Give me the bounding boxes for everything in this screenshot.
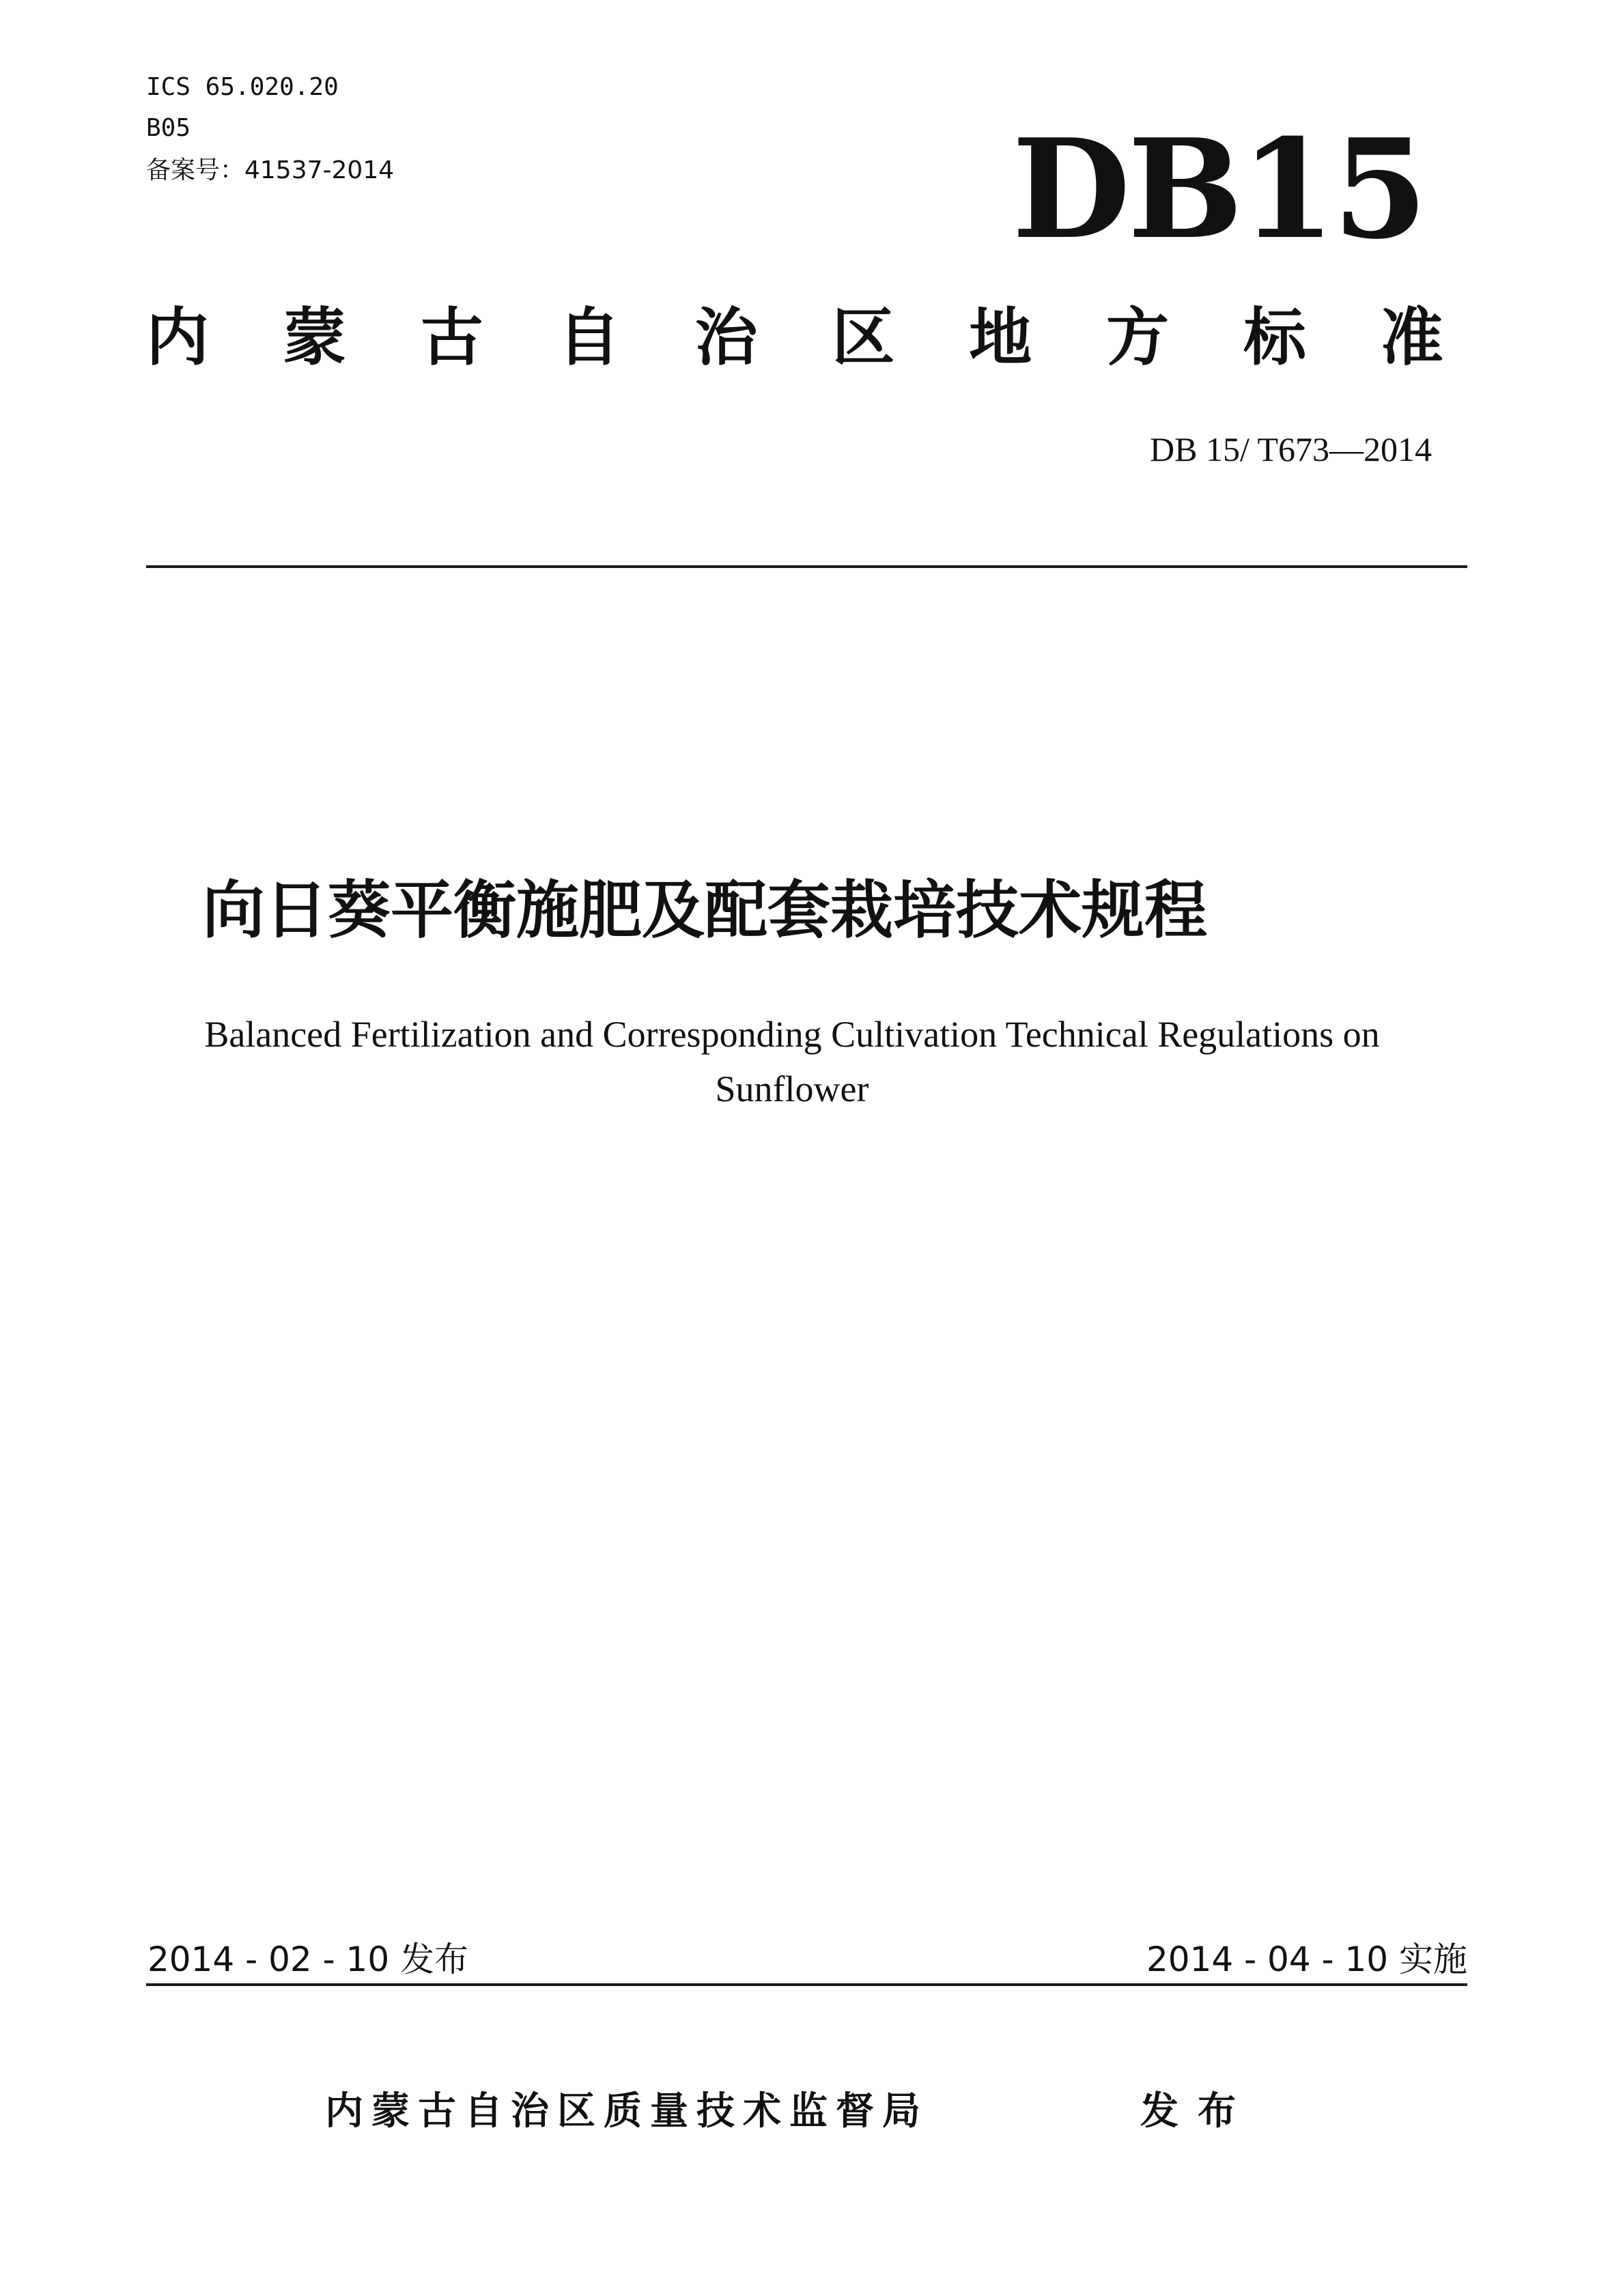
standard-type-char: 准 xyxy=(1380,301,1443,374)
publication-date: 2014 - 02 - 10 发布 xyxy=(147,1940,469,1979)
standard-type-char: 方 xyxy=(1106,301,1170,374)
standard-type-char: 治 xyxy=(694,301,758,374)
db15-logo: DB15 xyxy=(1012,109,1425,270)
standard-type-char: 地 xyxy=(969,301,1032,374)
standard-type-char: 内 xyxy=(146,301,210,374)
title-english-line-1: Balanced Fertilization and Corresponding Cultivation Technical Regulations on xyxy=(204,1014,1380,1055)
standard-number: DB 15/ T673—2014 xyxy=(1150,430,1432,468)
issuing-authority: 内蒙古自治区质量技术监督局 xyxy=(325,2089,929,2134)
standard-type-char: 标 xyxy=(1243,301,1307,374)
standard-type-char: 古 xyxy=(420,301,483,374)
standard-type-char: 自 xyxy=(557,301,621,374)
standard-type-char: 区 xyxy=(832,301,895,374)
implementation-date: 2014 - 04 - 10 实施 xyxy=(1146,1940,1467,1979)
title-english-line-2: Sunflower xyxy=(715,1068,869,1109)
ics-code: ICS 65.020.20 xyxy=(146,73,339,101)
top-divider xyxy=(146,565,1467,568)
issue-label: 发布 xyxy=(1140,2089,1255,2134)
title-chinese: 向日葵平衡施肥及配套栽培技术规程 xyxy=(202,874,1208,947)
standard-type-char: 蒙 xyxy=(283,301,346,374)
standard-type-heading xyxy=(146,301,1443,374)
title-english xyxy=(130,1007,1454,1116)
ccs-code: B05 xyxy=(146,114,191,142)
bottom-divider xyxy=(146,1983,1467,1986)
record-number: 备案号：41537-2014 xyxy=(146,156,395,184)
